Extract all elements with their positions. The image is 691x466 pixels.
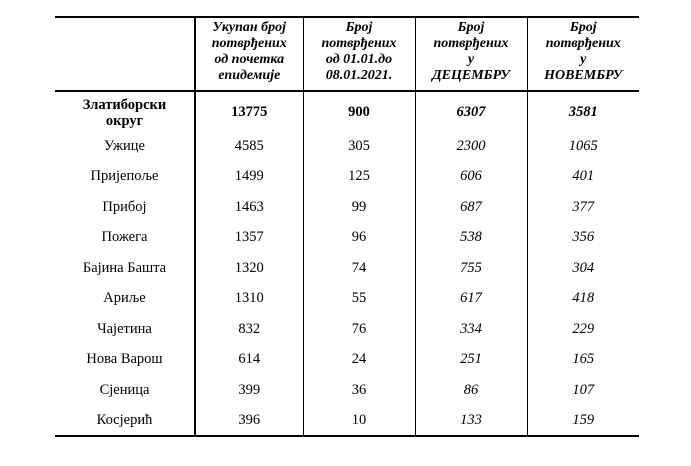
table-row	[55, 314, 639, 345]
municipality-name-cell: Косјерић	[96, 411, 153, 428]
january-cell: 36	[303, 375, 415, 406]
municipality-name-cell: Пожега	[101, 229, 148, 246]
december-cell: 2300	[415, 131, 527, 162]
december-cell: 133	[415, 406, 527, 437]
total-cell: 832	[195, 314, 303, 345]
january-cell: 99	[303, 192, 415, 223]
header-line: потврђених	[211, 36, 287, 51]
november-cell: 304	[527, 253, 639, 284]
total-cell: 1357	[195, 223, 303, 254]
municipality-name-cell: Прибој	[102, 198, 147, 215]
table-row	[55, 284, 639, 315]
district-name-cell	[55, 91, 195, 131]
december-cell: 538	[415, 223, 527, 254]
covid-cases-table	[55, 16, 639, 437]
total-cell: 1463	[195, 192, 303, 223]
header-total-since-start	[195, 17, 303, 91]
november-cell: 418	[527, 284, 639, 315]
january-cell: 74	[303, 253, 415, 284]
header-line: од почетка	[214, 52, 285, 67]
table-row	[55, 406, 639, 437]
header-line: потврђених	[321, 36, 397, 51]
november-cell: 401	[527, 162, 639, 193]
header-line: Укупан број	[212, 20, 287, 35]
district-total-row	[55, 91, 639, 131]
total-cell: 1320	[195, 253, 303, 284]
december-cell: 334	[415, 314, 527, 345]
header-line: Број	[345, 20, 373, 35]
total-cell: 614	[195, 345, 303, 376]
municipality-name-cell: Нова Варош	[86, 351, 163, 368]
january-cell: 24	[303, 345, 415, 376]
january-cell: 10	[303, 406, 415, 437]
december-cell: 755	[415, 253, 527, 284]
january-cell: 55	[303, 284, 415, 315]
november-cell: 165	[527, 345, 639, 376]
november-cell: 3581	[527, 91, 639, 131]
header-december	[415, 17, 527, 91]
municipality-name-cell: Пријепоље	[90, 168, 159, 185]
december-cell: 606	[415, 162, 527, 193]
header-line: 08.01.2021.	[325, 68, 393, 83]
total-cell: 4585	[195, 131, 303, 162]
december-cell: 86	[415, 375, 527, 406]
header-row	[55, 17, 639, 91]
header-line: у	[467, 52, 475, 67]
header-november	[527, 17, 639, 91]
table-row	[55, 375, 639, 406]
table-row	[55, 162, 639, 193]
december-cell: 251	[415, 345, 527, 376]
municipality-name-cell: Бајина Башта	[82, 259, 167, 276]
january-cell: 900	[303, 91, 415, 131]
municipality-name-cell: Ариље	[103, 290, 146, 307]
november-cell: 107	[527, 375, 639, 406]
november-cell: 1065	[527, 131, 639, 162]
december-cell: 6307	[415, 91, 527, 131]
january-cell: 305	[303, 131, 415, 162]
table-row	[55, 192, 639, 223]
header-blank-cell	[55, 17, 195, 91]
january-cell: 76	[303, 314, 415, 345]
total-cell: 399	[195, 375, 303, 406]
total-cell: 1499	[195, 162, 303, 193]
municipality-name-cell: Чајетина	[97, 320, 152, 337]
municipality-rows	[55, 131, 639, 436]
municipality-name-cell: Сјеница	[99, 381, 150, 398]
november-cell: 377	[527, 192, 639, 223]
table-row	[55, 131, 639, 162]
december-cell: 617	[415, 284, 527, 315]
header-line: у	[580, 52, 587, 67]
header-line: потврђених	[545, 36, 621, 51]
header-line: од 01.01.до	[325, 52, 393, 67]
header-line: НОВЕМБРУ	[544, 68, 623, 83]
november-cell: 159	[527, 406, 639, 437]
total-cell: 1310	[195, 284, 303, 315]
header-line: Број	[457, 20, 485, 35]
header-january-period	[303, 17, 415, 91]
district-name-line: округ	[105, 112, 144, 129]
table-row	[55, 345, 639, 376]
header-line: епидемије	[218, 68, 281, 83]
total-cell: 13775	[195, 91, 303, 131]
header-line: потврђених	[433, 36, 509, 51]
january-cell: 96	[303, 223, 415, 254]
table-row	[55, 253, 639, 284]
december-cell: 687	[415, 192, 527, 223]
november-cell: 356	[527, 223, 639, 254]
municipality-name-cell: Ужице	[104, 137, 145, 154]
total-cell: 396	[195, 406, 303, 437]
november-cell: 229	[527, 314, 639, 345]
header-line: Број	[569, 20, 597, 35]
january-cell: 125	[303, 162, 415, 193]
table-row	[55, 223, 639, 254]
district-name-line: Златиборски	[82, 96, 167, 113]
header-line: ДЕЦЕМБРУ	[432, 68, 510, 83]
